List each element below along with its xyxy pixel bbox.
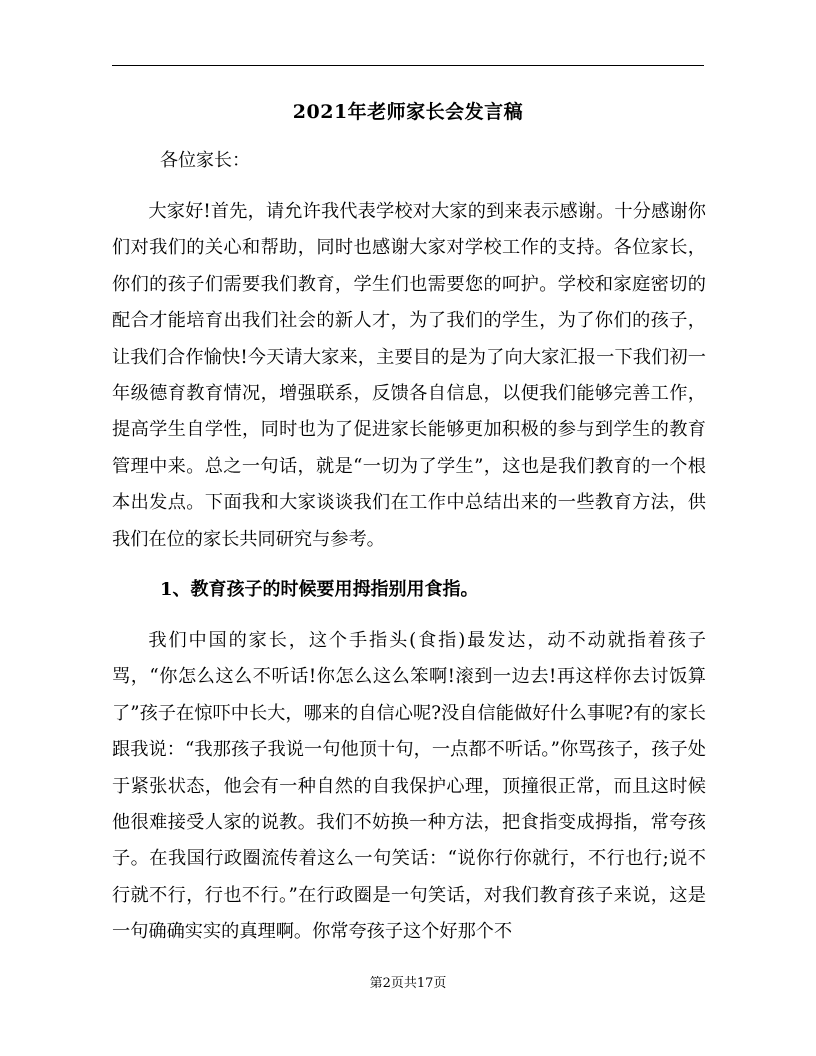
- body-paragraph-intro: 大家好!首先，请允许我代表学校对大家的到来表示感谢。十分感谢你们对我们的关心和帮助，同时也感谢大家对学校工作的支持。各位家长，你们的孩子们需要我们教育，学生们也需要您的呵护。学校和家庭密切的配合才能培育出我们社会的新人才，为了我们的学生，为了你们的孩子，让我们合作愉快!今天请大家来，主要目的是为了向大家汇报一下我们初一年级德育教育情况，增强联系，反馈各自信息，以便我们能够完善工作，提高学生自学性，同时也为了促进家长能够更加积极的参与到学生的教育管理中来。总之一句话，就是“一切为了学生”，这也是我们教育的一个根本出发点。下面我和大家谈谈我们在工作中总结出来的一些教育方法，供我们在位的家长共同研究与参考。: [112, 201, 706, 550]
- salutation: 各位家长：: [160, 150, 250, 171]
- section-heading: 1、教育孩子的时候要用拇指别用食指。: [160, 579, 479, 600]
- header-rule: [112, 65, 704, 66]
- document-title: 2021年老师家长会发言稿: [292, 101, 524, 123]
- page-number: 第2页共17页: [369, 976, 447, 991]
- body-paragraph-section-1: 我们中国的家长，这个手指头(食指)最发达，动不动就指着孩子骂，“你怎么这么不听话!你怎么这么笨啊!滚到一边去!再这样你去讨饭算了”孩子在惊吓中长大，哪来的自信心呢?没自信能做好什么事呢?有的家长跟我说：“我那孩子我说一句他顶十句，一点都不听话。”你骂孩子，孩子处于紧张状态，他会有一种自然的自我保护心理，顶撞很正常，而且这时候他很难接受人家的说教。我们不妨换一种方法，把食指变成拇指，常夸孩子。在我国行政圈流传着这么一句笑话：“说你行你就行，不行也行;说不行就不行，行也不行。”在行政圈是一句笑话，对我们教育孩子来说，这是一句确确实实的真理啊。你常夸孩子这个好那个不: [112, 630, 706, 943]
